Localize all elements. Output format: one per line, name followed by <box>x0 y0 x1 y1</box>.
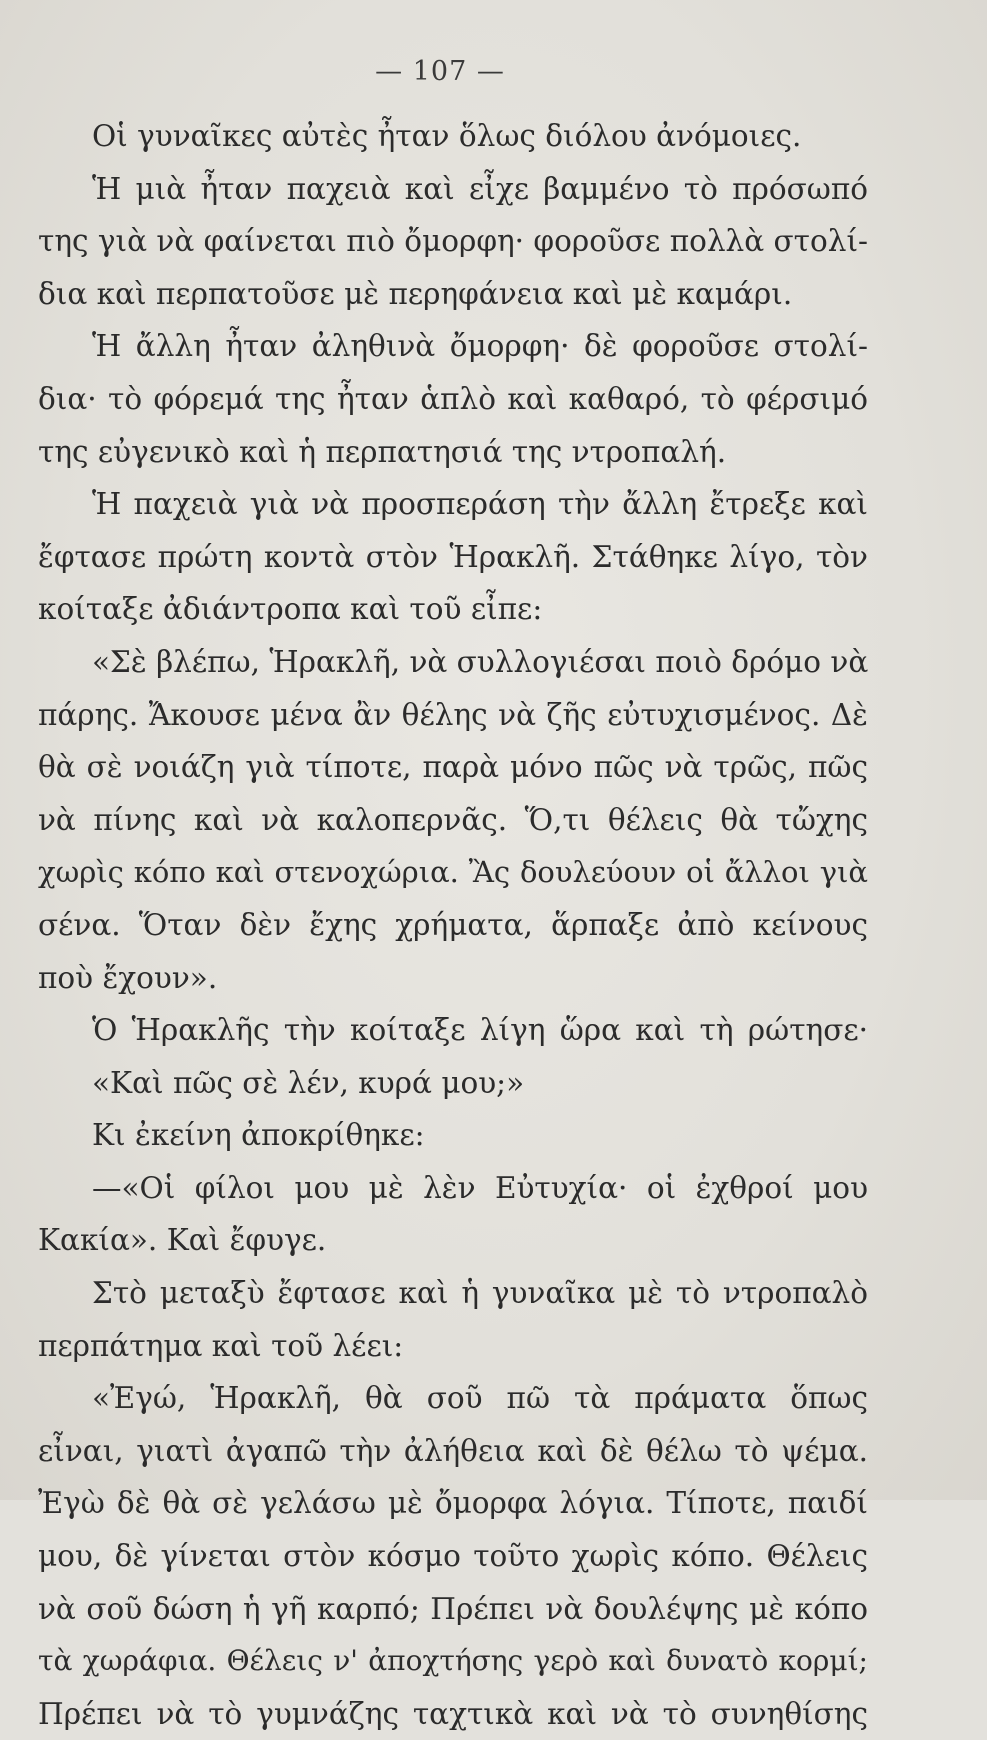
text-line: σένα. Ὅταν δὲν ἔχης χρήματα, ἅρπαξε ἀπὸ κείνους <box>38 907 868 942</box>
text-line: Στὸ μεταξὺ ἔφτασε καὶ ἡ γυναῖκα μὲ τὸ ντροπαλὸ <box>92 1276 868 1311</box>
text-line: της εὐγενικὸ καὶ ἡ περπατησιά της ντροπαλή. <box>38 434 727 469</box>
text-line: νὰ σοῦ δώση ἡ γῆ καρπό; Πρέπει νὰ δουλέψης μὲ κόπο <box>38 1591 868 1626</box>
text-line: κοίταξε ἀδιάντροπα καὶ τοῦ εἶπε: <box>38 592 543 627</box>
text-line: Πρέπει νὰ τὸ γυμνάζης ταχτικὰ καὶ νὰ τὸ συνηθίσης <box>38 1696 868 1731</box>
text-line: μου, δὲ γίνεται στὸν κόσμο τοῦτο χωρὶς κόπο. Θέλεις <box>38 1539 868 1574</box>
text-line: Ὁ Ἡρακλῆς τὴν κοίταξε λίγη ὥρα καὶ τὴ ρώτησε· <box>92 1013 868 1048</box>
page-number: — 107 — <box>375 56 505 87</box>
text-line: Κακία». Καὶ ἔφυγε. <box>38 1223 327 1258</box>
text-line: «Καὶ πῶς σὲ λέν, κυρά μου;» <box>92 1065 525 1100</box>
text-line: δια καὶ περπατοῦσε μὲ περηφάνεια καὶ μὲ καμάρι. <box>38 276 793 311</box>
text-line: Οἱ γυναῖκες αὐτὲς ἦταν ὅλως διόλου ἀνόμοιες. <box>92 119 802 153</box>
text-line: θὰ σὲ νοιάζη γιὰ τίποτε, παρὰ μόνο πῶς νὰ τρῶς, πῶς <box>38 750 868 785</box>
text-line: Κι ἐκείνη ἀποκρίθηκε: <box>92 1118 425 1153</box>
text-line: —«Οἱ φίλοι μου μὲ λὲν Εὐτυχία· οἱ ἐχθροί μου <box>92 1170 868 1205</box>
text-line: Ἐγὼ δὲ θὰ σὲ γελάσω μὲ ὄμορφα λόγια. Τίποτε, παιδί <box>38 1486 868 1521</box>
text-line: Ἡ παχειὰ γιὰ νὰ προσπεράση τὴν ἄλλη ἔτρεξε καὶ <box>92 487 868 522</box>
text-line: πάρης. Ἄκουσε μένα ἂν θέλης νὰ ζῆς εὐτυχισμένος. Δὲ <box>38 697 868 732</box>
text-line: Ἡ ἄλλη ἦταν ἀληθινὰ ὄμορφη· δὲ φοροῦσε στολί- <box>92 329 868 364</box>
text-line: τὰ χωράφια. Θέλεις ν' ἀποχτήσης γερὸ καὶ δυνατὸ κορμί; <box>38 1644 868 1678</box>
text-line: «Ἐγώ, Ἡρακλῆ, θὰ σοῦ πῶ τὰ πράματα ὅπως <box>92 1381 868 1416</box>
text-line: ποὺ ἔχουν». <box>38 960 218 995</box>
text-line: Ἡ μιὰ ἦταν παχειὰ καὶ εἶχε βαμμένο τὸ πρόσωπό <box>92 171 868 206</box>
text-line: ἔφτασε πρώτη κοντὰ στὸν Ἡρακλῆ. Στάθηκε λίγο, τὸν <box>38 539 868 574</box>
text-line: νὰ πίνης καὶ νὰ καλοπερνᾶς. Ὅ,τι θέλεις θὰ τὤχης <box>38 802 868 837</box>
body-text <box>38 110 868 1740</box>
text-line: της γιὰ νὰ φαίνεται πιὸ ὄμορφη· φοροῦσε πολλὰ στολί- <box>38 224 868 259</box>
text-line: περπάτημα καὶ τοῦ λέει: <box>38 1328 404 1363</box>
text-line: χωρὶς κόπο καὶ στενοχώρια. Ἂς δουλεύουν οἱ ἄλλοι γιὰ <box>38 855 868 890</box>
text-line: εἶναι, γιατὶ ἀγαπῶ τὴν ἀλήθεια καὶ δὲ θέλω τὸ ψέμα. <box>38 1433 868 1468</box>
text-line: «Σὲ βλέπω, Ἡρακλῆ, νὰ συλλογιέσαι ποιὸ δρόμο νὰ <box>92 644 869 679</box>
text-line: δια· τὸ φόρεμά της ἦταν ἁπλὸ καὶ καθαρό, τὸ φέρσιμό <box>38 381 868 416</box>
